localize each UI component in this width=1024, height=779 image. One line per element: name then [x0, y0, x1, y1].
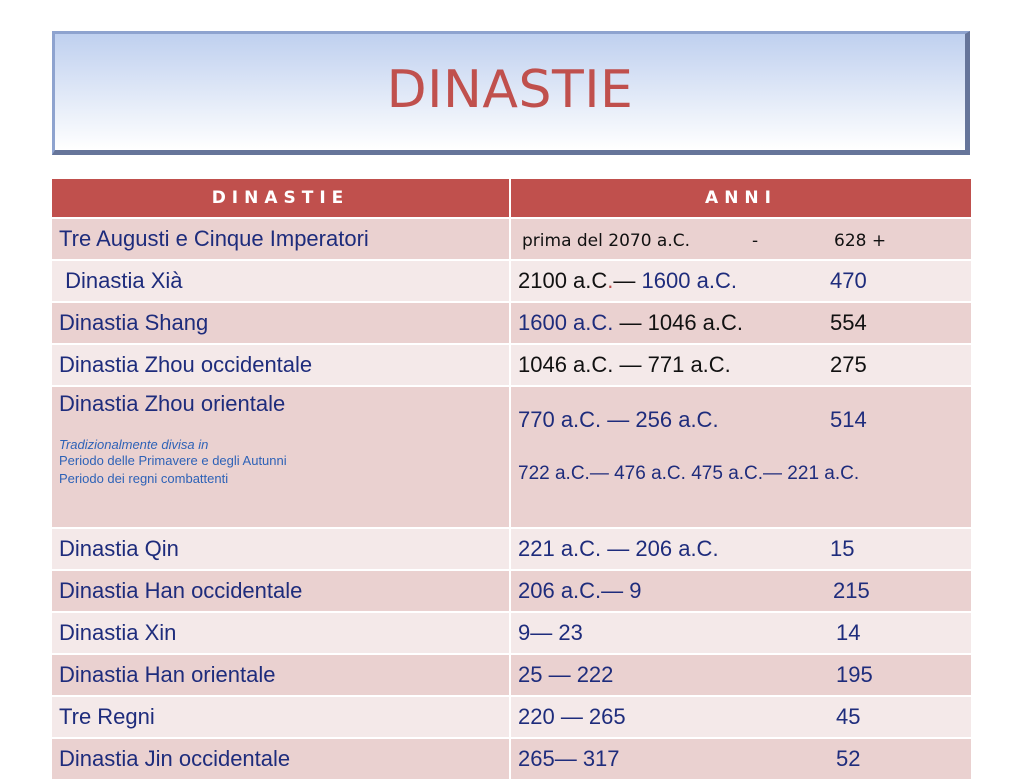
years-count: 628 + [834, 231, 887, 251]
range-text: 9— 23 [518, 620, 583, 645]
range-end: — 1046 a.C. [619, 310, 744, 335]
range-start: 1600 a.C. [518, 310, 620, 335]
range-subperiods: 722 a.C.— 476 a.C. 475 a.C.— 221 a.C. [518, 463, 860, 484]
years-count: 14 [836, 620, 861, 645]
header-dinastie: DINASTIE [52, 179, 511, 217]
table-row [52, 653, 971, 695]
table-row [52, 217, 971, 259]
note-period-1: Periodo delle Primavere e degli Autunni [59, 453, 287, 468]
dynasty-years [511, 737, 971, 779]
range-text: 1046 a.C. — 771 a.C. [518, 352, 731, 377]
table-row [52, 343, 971, 385]
table-row [52, 569, 971, 611]
dynasty-name: Tre Augusti e Cinque Imperatori [52, 217, 511, 259]
years-count: 554 [830, 310, 867, 335]
years-count: 215 [833, 578, 870, 603]
table-row [52, 259, 971, 301]
range-text: prima del 2070 a.C. [522, 231, 691, 251]
dynasty-years [511, 611, 971, 653]
dynasty-name: Tre Regni [52, 695, 511, 737]
title-banner [52, 31, 970, 155]
range-text: 206 a.C.— 9 [518, 578, 642, 603]
dynasty-years [511, 527, 971, 569]
dynasty-years [511, 385, 971, 527]
years-count: 275 [830, 352, 867, 377]
range-dash: - [752, 231, 759, 251]
range-text: 221 a.C. — 206 a.C. [518, 536, 719, 561]
dynasty-name: Dinastia Shang [52, 301, 511, 343]
note-period-2: Periodo dei regni combattenti [59, 471, 229, 486]
years-count: 514 [830, 407, 867, 432]
dynasty-years [511, 695, 971, 737]
years-count: 15 [830, 536, 855, 561]
range-text: 220 — 265 [518, 704, 626, 729]
range-dash: — [613, 268, 642, 293]
dynasty-years [511, 653, 971, 695]
years-count: 195 [836, 662, 873, 687]
table-row [52, 737, 971, 779]
header-anni: ANNI [511, 179, 971, 217]
range-text: 25 — 222 [518, 662, 614, 687]
range-text: 265— 317 [518, 746, 620, 771]
dynasty-name: Dinastia Zhou orientale Tradizionalmente divisa in Periodo delle Primavere e degli Autunni Periodo dei regni combattenti [52, 385, 511, 527]
dynasties-table [52, 179, 971, 779]
dynasty-name: Dinastia Qin [52, 527, 511, 569]
years-count: 45 [836, 704, 861, 729]
dynasty-name: Dinastia Xià [52, 259, 511, 301]
dynasty-years [511, 259, 971, 301]
dynasty-name: Dinastia Han occidentale [52, 569, 511, 611]
dynasty-name: Dinastia Jin occidentale [52, 737, 511, 779]
page-title: DINASTIE [386, 60, 634, 120]
dynasty-name: Dinastia Han orientale [52, 653, 511, 695]
table-row [52, 301, 971, 343]
range-text: 770 a.C. — 256 a.C. [518, 407, 719, 432]
table-row [52, 385, 971, 527]
years-count: 470 [830, 268, 867, 293]
range-dot: . [607, 268, 614, 293]
range-start: 2100 a.C [518, 268, 608, 293]
dynasty-name: Dinastia Xin [52, 611, 511, 653]
years-count: 52 [836, 746, 861, 771]
range-end: 1600 a.C. [641, 268, 737, 293]
table-header [52, 179, 971, 217]
dynasty-years [511, 217, 971, 259]
table-row [52, 611, 971, 653]
table-row [52, 695, 971, 737]
dynasty-years [511, 569, 971, 611]
table-row [52, 527, 971, 569]
note-intro: Tradizionalmente divisa in [59, 437, 209, 452]
dynasty-years [511, 343, 971, 385]
dynasty-years [511, 301, 971, 343]
dynasty-name: Dinastia Zhou occidentale [52, 343, 511, 385]
